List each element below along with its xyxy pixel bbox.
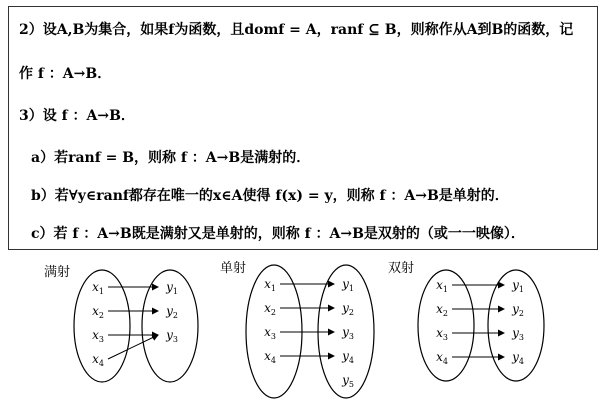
domain-element-label: $x_2$ bbox=[264, 301, 276, 317]
codomain-element-label: $y_4$ bbox=[342, 349, 354, 365]
mapping-arrow bbox=[108, 335, 158, 359]
codomain-element-label: $y_3$ bbox=[512, 326, 524, 342]
domain-element-label: $x_1$ bbox=[92, 280, 104, 296]
codomain-element-label: $y_2$ bbox=[512, 302, 524, 318]
definition-3b: b）若∀y∈ranf都存在唯一的x∈A使得 f(x) = y，则称 f ：A→B是单射的． bbox=[31, 188, 509, 204]
definition-2-line-2: 作 f ：A→B． bbox=[19, 66, 112, 82]
codomain-element-label: $y_3$ bbox=[342, 325, 354, 341]
mapping-diagram bbox=[388, 261, 544, 381]
codomain-element-label: $y_3$ bbox=[166, 328, 178, 344]
domain-element-label: $x_3$ bbox=[264, 325, 276, 341]
diagram-title: 双射 bbox=[388, 261, 415, 276]
domain-element-label: $x_4$ bbox=[92, 352, 104, 368]
codomain-element-label: $y_4$ bbox=[512, 350, 524, 366]
definition-2-line-1: 2）设A,B为集合，如果f为函数，且domf = A，ranf ⊆ B，则称作从A到B的函数，记 bbox=[19, 22, 574, 38]
definition-3-intro: 3）设 f ：A→B． bbox=[19, 108, 135, 124]
domain-element-label: $x_3$ bbox=[436, 326, 448, 342]
codomain-element-label: $y_5$ bbox=[342, 373, 354, 389]
mapping-diagram bbox=[220, 261, 374, 398]
domain-element-label: $x_4$ bbox=[436, 350, 448, 366]
definition-3c: c）若 f ：A→B既是满射又是单射的，则称 f ：A→B是双射的（或一一映像）． bbox=[31, 226, 525, 242]
diagram-title: 单射 bbox=[220, 261, 247, 276]
domain-element-label: $x_2$ bbox=[436, 302, 448, 318]
domain-element-label: $x_3$ bbox=[92, 328, 104, 344]
codomain-element-label: $y_2$ bbox=[166, 304, 178, 320]
domain-element-label: $x_1$ bbox=[264, 277, 276, 293]
definition-3a: a）若ranf = B，则称 f ：A→B是满射的． bbox=[31, 150, 311, 166]
domain-element-label: $x_1$ bbox=[436, 278, 448, 294]
diagram-title: 满射 bbox=[44, 265, 71, 280]
codomain-element-label: $y_1$ bbox=[512, 278, 524, 294]
codomain-element-label: $y_1$ bbox=[166, 280, 178, 296]
mapping-diagram bbox=[44, 264, 198, 382]
domain-element-label: $x_4$ bbox=[264, 349, 276, 365]
codomain-element-label: $y_2$ bbox=[342, 301, 354, 317]
codomain-element-label: $y_1$ bbox=[342, 277, 354, 293]
domain-element-label: $x_2$ bbox=[92, 304, 104, 320]
